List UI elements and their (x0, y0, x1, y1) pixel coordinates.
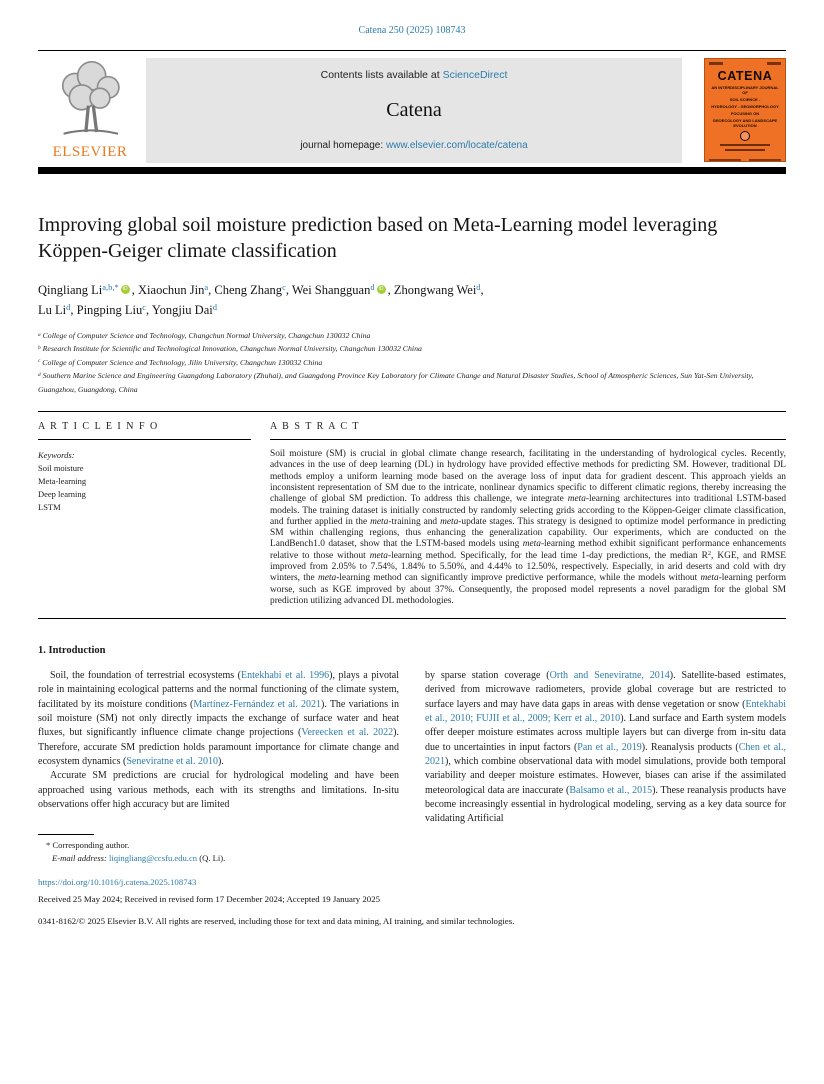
inline-link[interactable]: Pan et al., 2019 (577, 741, 642, 753)
text-segment: , KGE, and RMSE improved from 2.05% to 7.54%, 1.84% to 5.50%, and 4.44% to 12.50%, respectively. Especially, in arid deserts and cold with dry winters, the (270, 550, 786, 584)
journal-name: Catena (386, 99, 442, 121)
authors-line-2 (38, 301, 786, 321)
cover-subtitle-4: FOCUSING ON (730, 111, 760, 116)
introduction-columns (38, 669, 786, 826)
text-segment: -update stages. This strategy is designed to optimize model performance in predicting SM within challenging regions, thus enhancing the generalization capability. Our experiments, which are conducted on the LandBench1.0 dataset, show that the LSTM-based models using (270, 516, 786, 550)
email-line (38, 852, 399, 865)
cover-globe-icon (740, 131, 750, 141)
orcid-icon[interactable]: iD (121, 285, 130, 294)
text-segment: by sparse station coverage ( (425, 670, 550, 682)
italic-text: meta (370, 516, 389, 527)
text-segment: -learning architectures into traditional LSTM-based models. The training dataset is initially constructed by randomly selecting grids according to the Köppen-Geiger climate classification, and further applied in the (270, 494, 787, 527)
journal-homepage-line (154, 140, 674, 151)
text-segment: Research Institute for Scientific and Technological Innovation, Changchun Normal University, Changchun 130032 China (40, 344, 422, 354)
text-segment: , Yongjiu Dai (146, 303, 213, 317)
superscript: c (142, 302, 147, 313)
superscript: 2 (707, 549, 712, 557)
intro-paragraph (38, 769, 399, 812)
keyword-item: Deep learning (38, 489, 86, 500)
article-info-heading: A R T I C L E I N F O (38, 421, 159, 433)
italic-text: meta (369, 550, 388, 561)
superscript: d (66, 302, 71, 313)
text-segment: ). Therefore, accurate SM prediction holds paramount importance for climate change and ecosystem dynamics ( (38, 727, 399, 767)
info-abstract-section (38, 412, 786, 607)
text-segment: Contents lists available at (320, 69, 443, 81)
elsevier-tree-icon (48, 61, 132, 142)
superscript: b (38, 345, 41, 352)
cover-subtitle-1: AN INTERDISCIPLINARY JOURNAL OF (711, 85, 779, 95)
text-segment: ). (217, 755, 224, 767)
abstract-body (270, 449, 786, 607)
text-segment: , Zhongwang Wei (387, 283, 477, 297)
text-segment: , Cheng Zhang (208, 283, 283, 297)
text-segment: Soil moisture (SM) is crucial in global climate change research, facilitating in the understanding of hydrological cycles. Recently, advances in the use of deep learning (DL) in hydrology have provided effective methods for predicting SM. However, traditional DL methods employ a uniform learning mode based on the average loss of input data for gradient descent. This approach yields an inconsistent representation of SM due to the intricate, nonlinear dynamics specific to different climatic regions, thereby increasing the challenge of global SM prediction. To address this challenge, we integrate (270, 449, 786, 505)
superscript: a (38, 331, 41, 338)
text-segment: Qingliang Li (38, 283, 103, 297)
abstract-heading: A B S T R A C T (270, 421, 361, 433)
text-segment: (Q. Li). (197, 852, 226, 863)
text-segment: ). These reanalysis products have become increasingly essential in hydrological modeling, serving as a key data source for validating Artificial (425, 784, 787, 825)
text-segment: -learning method. Specifically, for the lead time 1-day predictions, the median R (387, 550, 708, 561)
masthead (38, 58, 786, 163)
article-info-column (38, 421, 251, 607)
affiliation-a (38, 330, 786, 343)
intro-paragraph (38, 669, 399, 769)
elsevier-logo[interactable] (38, 58, 142, 163)
italic-text: E-mail address: (52, 852, 109, 863)
introduction-heading: 1. Introduction (38, 645, 106, 657)
footnote-rule (38, 834, 94, 835)
text-segment: -training and (388, 516, 441, 527)
text-segment: -learning method can significantly improve predictive performance, while the models without (336, 573, 701, 584)
superscript: d (370, 282, 375, 293)
affiliation-c (38, 357, 786, 370)
corresponding-author-line: * Corresponding author. (46, 840, 130, 851)
abstract-rule (270, 439, 786, 440)
abstract-column (270, 421, 786, 607)
cover-subtitle-2: SOIL SCIENCE - (729, 97, 761, 102)
superscript: d (38, 371, 41, 378)
column-gap (399, 669, 425, 826)
text-segment: , Xiaochun Jin (131, 283, 205, 297)
cover-title: CATENA (717, 69, 773, 83)
section-rule (38, 618, 786, 619)
doi-link[interactable]: https://doi.org/10.1016/j.catena.2025.108743 (38, 877, 197, 888)
keyword-item: Meta-learning (38, 476, 87, 487)
inline-link[interactable]: ScienceDirect (442, 69, 508, 81)
italic-text: meta (522, 539, 541, 550)
inline-link[interactable]: Entekhabi et al. 1996 (241, 670, 330, 682)
journal-reference-link[interactable]: Catena 250 (2025) 108743 (358, 25, 466, 36)
italic-text: meta (700, 573, 719, 584)
inline-link[interactable]: Entekhabi et al., 2010; FUJII et al., 2009; Kerr et al., 2010 (425, 698, 786, 725)
text-segment: ), which combine observational data with model simulations, provide both temporal variability and deeper moisture estimates. However, biases can arise if the assimilated meteorological data are inaccurate ( (425, 755, 786, 796)
received-dates: Received 25 May 2024; Received in revised form 17 December 2024; Accepted 19 January 2025 (38, 894, 380, 905)
inline-link[interactable]: Balsamo et al., 2015 (569, 784, 653, 796)
header-top-rule (38, 50, 786, 51)
text-segment: ), plays a pivotal role in maintaining ecological patterns and the normal functioning of the climate system, facilitated by its moisture conditions ( (38, 670, 399, 710)
journal-cover-thumbnail[interactable] (704, 58, 786, 162)
inline-link[interactable]: Orth and Seneviratne, 2014 (549, 670, 670, 682)
cover-text-columns (709, 157, 781, 162)
italic-text: meta (317, 573, 337, 584)
text-segment: Southern Marine Science and Engineering Guangdong Laboratory (Zhuhai), and Guangdong Province Key Laboratory for Climate Change and Natural Disaster Studies, School of Atmospheric Sciences, Sun Yat-Sen University, Guangzhou, Guangdong, China (38, 371, 754, 394)
keyword-item: Soil moisture (38, 463, 84, 474)
inline-link[interactable]: www.elsevier.com/locate/catena (385, 140, 528, 151)
text-segment: , (480, 283, 484, 297)
text-segment: journal homepage: (300, 140, 386, 151)
text-segment: Soil, the foundation of terrestrial ecosystems ( (50, 670, 242, 682)
article-info-rule (38, 439, 251, 440)
article-footer (38, 876, 786, 928)
text-segment: College of Computer Science and Technology, Changchun Normal University, Changchun 130032 China (40, 331, 371, 340)
text-segment: , Wei Shangguan (285, 283, 371, 297)
superscript: c (38, 358, 41, 365)
italic-text: meta (440, 516, 459, 527)
text-segment: ). The variations in soil moisture (SM) not only directly impacts the exchange of surface water and heat fluxes, but significantly influence climate change projections ( (38, 698, 399, 739)
inline-link[interactable]: liqingliang@ccsfu.edu.cn (108, 852, 198, 863)
keyword-item: LSTM (38, 502, 61, 513)
authors-line-1 (38, 281, 786, 301)
text-segment: College of Computer Science and Technology, Jilin University, Changchun 130032 China (40, 357, 323, 367)
text-segment: -learning perform worse, such as KGE improved by about 37%. Consequently, the proposed model represents a novel paradigm for the global SM prediction utilizing advanced DL methodologies. (270, 573, 786, 606)
text-segment: , Pingping Liu (70, 303, 143, 317)
cover-subtitle-5: GEOECOLOGY AND LANDSCAPE EVOLUTION (712, 118, 778, 128)
intro-paragraph (425, 669, 786, 826)
text-segment: Lu Li (38, 303, 67, 317)
cover-decoration-bar (720, 144, 770, 146)
affiliations (38, 330, 786, 395)
article-title: Improving global soil moisture prediction based on Meta-Learning model leveraging Köppen-Geiger climate classification (38, 214, 718, 262)
orcid-icon[interactable]: iD (377, 285, 386, 294)
text-segment: Accurate SM predictions are crucial for hydrological modeling and have been approached using various methods, each with its strengths and limitations. In-situ observations offer high accuracy but are limited (38, 770, 399, 810)
inline-link[interactable]: Martínez-Fernández et al. 2021 (193, 698, 321, 710)
text-segment: ). Reanalysis products ( (641, 741, 739, 753)
copyright-line: 0341-8162/© 2025 Elsevier B.V. All rights are reserved, including those for text and data mining, AI training, and similar technologies. (38, 916, 515, 927)
inline-link[interactable]: Chen et al., 2021 (425, 741, 786, 767)
inline-link[interactable]: Vereecken et al. 2022 (301, 727, 394, 739)
affiliation-b (38, 343, 786, 356)
superscript: a (204, 282, 209, 293)
intro-left-column (38, 669, 399, 826)
text-segment: ). Satellite-based estimates, derived from microwave radiometers, provide global coverage but are restricted to surface layers and may have data gaps in areas with dense vegetation or snow ( (425, 670, 786, 710)
intro-right-column (425, 669, 786, 826)
cover-decoration-bar (725, 149, 765, 151)
corresponding-author-footnote (38, 834, 399, 864)
elsevier-wordmark: ELSEVIER (52, 144, 128, 160)
superscript: c (282, 282, 286, 293)
affiliation-d (38, 370, 786, 395)
cover-top-decoration (709, 62, 781, 65)
superscript: d (476, 282, 481, 293)
cover-subtitle-3: HYDROLOGY - GEOMORPHOLOGY (711, 104, 779, 109)
contents-list-line (154, 69, 674, 81)
text-segment: ). Land surface and Earth system models offer deeper moisture estimates across multiple layers but can diverge from in-situ data due to uncertainties in input factors ( (425, 713, 786, 753)
superscript: a,b,* (102, 282, 119, 293)
text-segment: -learning method exhibit significant performance enhancements relative to those without (270, 539, 786, 561)
superscript: d (212, 302, 217, 313)
journal-banner (146, 58, 682, 163)
italic-text: meta (567, 494, 586, 505)
header-divider-bar (38, 167, 786, 174)
inline-link[interactable]: Seneviratne et al. 2010 (126, 755, 218, 767)
keywords-label: Keywords: (38, 450, 75, 461)
